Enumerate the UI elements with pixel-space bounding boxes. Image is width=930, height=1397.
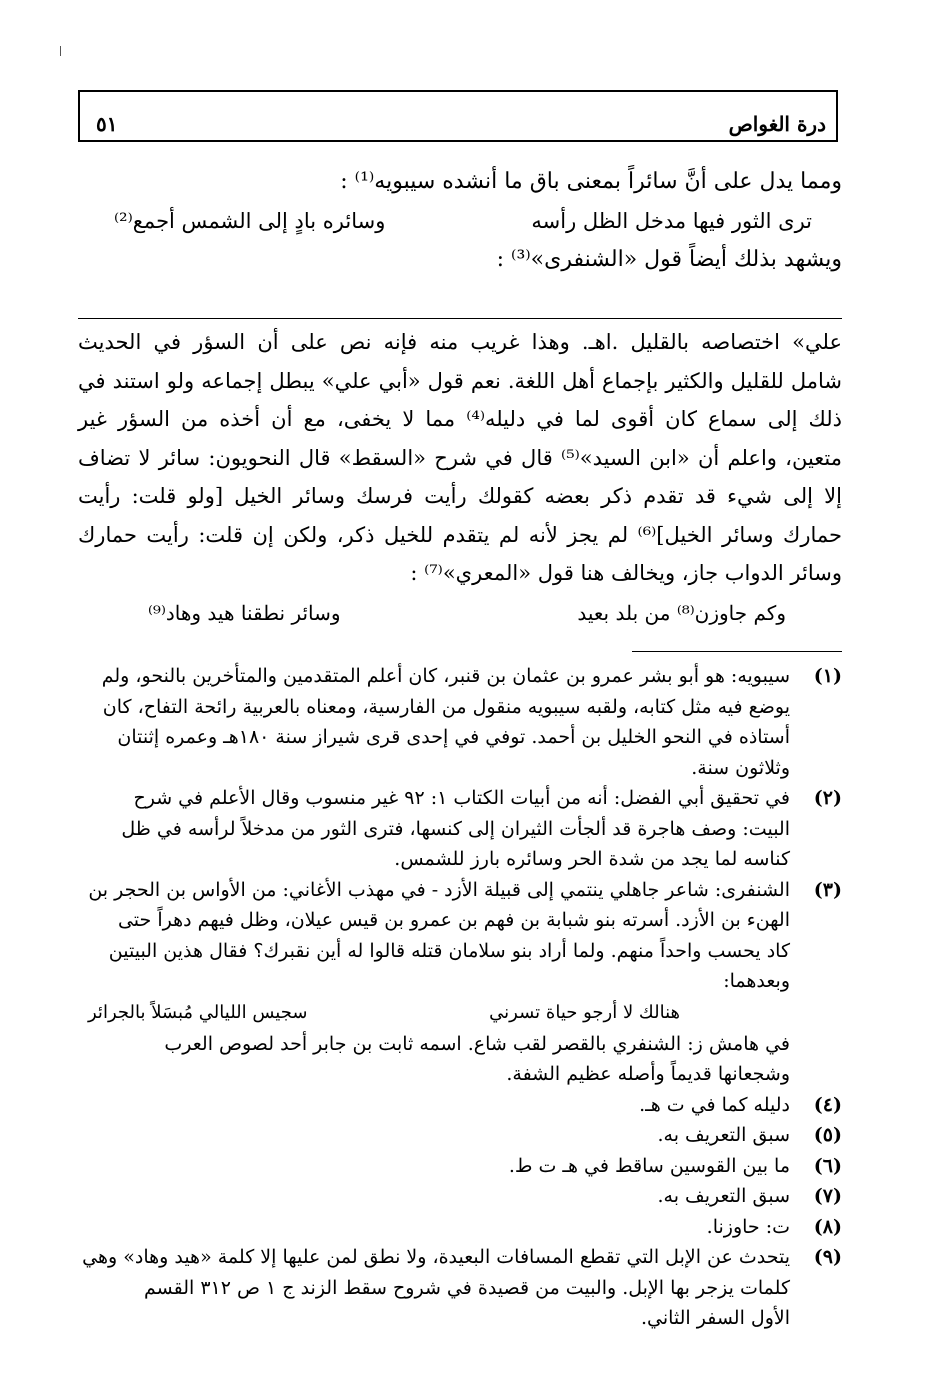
commentary-line: حمارك وسائر الخيل]⁽⁶⁾ لم يجز لأنه لم يتقدم للخيل ذكر، ولكن إن قلت: رأيت حمارك xyxy=(78,522,842,547)
commentary-line: ذلك إلى سماع كان أقوى لما في دليله⁽⁴⁾ مما لا يخفى، مع أن أخذه من السؤر غير xyxy=(78,407,842,431)
footnote-line: أستاذه في النحو الخليل بن أحمد. توفي في إحدى قرى شيراز سنة ١٨٠هـ وعمره إثنتان xyxy=(117,726,790,748)
commentary-line: متعين، واعلم أن «ابن السيد»⁽⁵⁾ قال في شرح «السقط» قال النحويون: سائر لا تضاف xyxy=(78,445,843,470)
footnote-number: (٨) xyxy=(813,1215,842,1238)
footnote-7 xyxy=(78,1181,842,1212)
poem-verse-2 xyxy=(78,593,842,633)
verse-hemistich-second: وسائر نطقنا هيد وهاد⁽⁹⁾ xyxy=(148,600,341,625)
poem-verse-1 xyxy=(100,201,842,241)
page-number: ٥١ xyxy=(96,112,118,136)
shanfara-line: ويشهد بذلك أيضاً قول «الشنفرى»⁽³⁾ : xyxy=(496,247,842,272)
section-divider xyxy=(78,318,842,319)
verse-hemistich-second: وسائره بادٍ إلى الشمس أجمع⁽²⁾ xyxy=(114,209,386,233)
footnote-line: الشنفرى: شاعر جاهلي ينتمي إلى قبيلة الأزد - في مهذب الأغاني: من الأواس بن الحجر بن xyxy=(88,878,790,901)
footnote-2 xyxy=(78,783,842,875)
main-text xyxy=(100,163,842,279)
footnote-line: سبق التعريف به. xyxy=(657,1124,790,1146)
footnote-number: (٩) xyxy=(813,1246,842,1268)
verse-hemistich-first: وكم جاوزن⁽⁸⁾ من بلد بعيد xyxy=(577,600,786,625)
footnote-line: كناسه لما يجد من شدة الحر وسائره بارز للشمس. xyxy=(394,848,790,870)
commentary-line: وسائر الدواب جاز، ويخالف هنا قول «المعري»⁽⁷⁾ : xyxy=(410,561,842,585)
footnote-3 xyxy=(78,875,842,1090)
footnote-line: الأول السفر الثاني. xyxy=(640,1307,790,1329)
footnote-number: (٢) xyxy=(813,787,842,809)
footnote-number: (٦) xyxy=(813,1154,842,1177)
footnote-verse xyxy=(78,997,790,1029)
footnote-number: (٧) xyxy=(813,1185,842,1207)
commentary-line: علي» اختصاصه بالقليل .اهـ. وهذا غريب منه فإنه نص على أن السؤر في الحديث xyxy=(78,330,842,354)
footnote-number: (٥) xyxy=(813,1124,842,1146)
footnote-5 xyxy=(78,1120,842,1151)
page-header xyxy=(78,90,838,142)
footnote-line: ما بين القوسين ساقط في هـ ت ط. xyxy=(508,1154,790,1177)
footnote-divider xyxy=(632,651,842,652)
footnote-6 xyxy=(78,1151,842,1182)
footnote-number: (١) xyxy=(813,665,842,687)
footnotes xyxy=(78,661,842,1334)
footnote-line: البيت: وصف هاجرة قد ألجأت الثيران إلى كنسها، فترى الثور من مدخلاً لرأسه في ظل xyxy=(121,817,790,840)
footnote-line: في هامش ز: الشنفري بالقصر لقب شاع. اسمه ثابت بن جابر أحد لصوص العرب xyxy=(164,1032,790,1055)
intro-line: ومما يدل على أنَّ سائراً بمعنى باق ما أنشده سيبويه⁽¹⁾ : xyxy=(340,169,842,194)
footnote-number: (٣) xyxy=(813,878,842,901)
verse-hemistich-second: سجيس الليالي مُبسَلاً بالجرائر xyxy=(88,1001,308,1023)
verse-hemistich-first: ترى الثور فيها مدخل الظل رأسه xyxy=(531,209,812,233)
footnote-line: الهنء بن الأزد. أسرته بنو شبابة بن فهم بن عمرو بن قيس عيلان، وظل فيهم دهراً حتى xyxy=(117,909,790,931)
running-title: درة الغواص xyxy=(728,112,826,136)
footnote-line: يتحدث عن الإبل التي تقطع المسافات البعيدة، ولا نطق لمن عليها إلا كلمة «هيد وهاد» وهي xyxy=(82,1246,790,1268)
commentary-line: إلا إلى شيء قد تقدم ذكر بعضه كقولك رأيت فرسك وسائر الخيل [ولو قلت: رأيت xyxy=(78,484,842,508)
footnote-line: وشجعانها قديماً وأصله عظيم الشفة. xyxy=(506,1063,790,1085)
footnote-line: كلمات يزجر بها الإبل. والبيت من قصيدة في شروح سقط الزند ج ١ ص ٣١٢ القسم xyxy=(143,1276,790,1299)
footnote-line: ت: حاوزنا. xyxy=(706,1215,790,1238)
footnote-9 xyxy=(78,1242,842,1334)
footnote-line: وبعدهما: xyxy=(723,970,790,992)
continued-commentary xyxy=(78,323,842,633)
footnote-line: سبق التعريف به. xyxy=(657,1185,790,1207)
footnote-4 xyxy=(78,1090,842,1121)
footnote-line: في تحقيق أبي الفضل: أنه من أبيات الكتاب ١: ٩٢ غير منسوب وقال الأعلم في شرح xyxy=(133,787,790,809)
footnote-line: سيبويه: هو أبو بشر عمرو بن عثمان بن قنبر، كان أعلم المتقدمين والمتأخرين بالنحو، ولم xyxy=(101,665,790,687)
verse-hemistich-first: هنالك لا أرجو حياة تسرني xyxy=(489,1001,680,1023)
footnote-line: يوضع فيه مثل كتابه، ولقبه سيبويه منقول من الفارسية، ومعناه بالعربية رائحة التفاح، كان xyxy=(102,695,790,718)
footnote-8 xyxy=(78,1212,842,1243)
footnote-1 xyxy=(78,661,842,783)
footnote-line: وثلاثون سنة. xyxy=(691,756,790,779)
footnote-line: دليله كما في ت هـ. xyxy=(639,1093,790,1116)
footnote-line: كاد يحسب واحداً منهم. ولما أراد بنو سلامان قتله قالوا له أين نقبرك؟ فقال هذين البيتين xyxy=(108,939,790,962)
commentary-line: شامل للقليل والكثير بإجماع أهل اللغة. نعم قول «أبي علي» يبطل إجماعه ولو استند في xyxy=(78,368,842,393)
scan-mark xyxy=(60,46,61,56)
footnote-number: (٤) xyxy=(813,1093,842,1116)
